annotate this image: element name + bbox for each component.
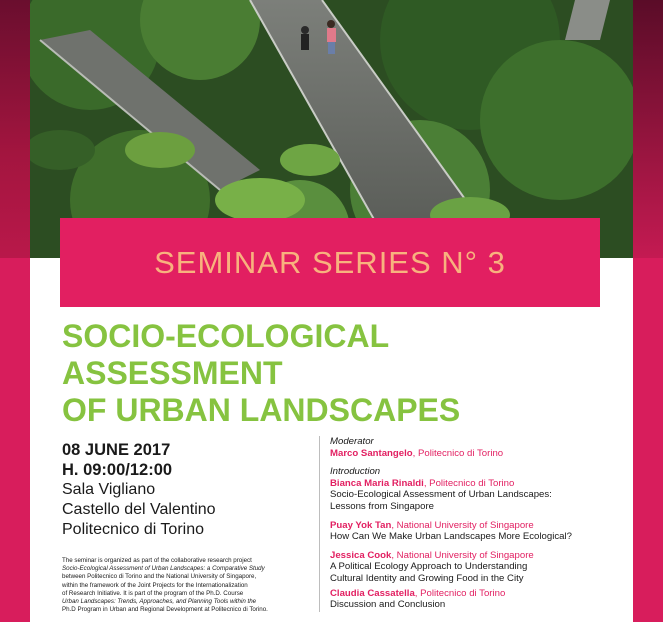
speaker-1-affiliation: , Politecnico di Torino xyxy=(423,477,515,489)
speaker-2-affiliation: , National University of Singapore xyxy=(391,519,534,531)
talk-4-block xyxy=(330,588,635,611)
moderator-name: Marco Santangelo xyxy=(330,447,413,459)
note-line: within the framework of the Joint Projects for the Internationalization xyxy=(62,581,248,589)
venue-room: Sala Vigliano xyxy=(62,481,156,498)
speaker-2-name: Puay Yok Tan xyxy=(330,519,392,531)
talk-3-block xyxy=(330,550,635,585)
speaker-3 xyxy=(330,550,635,562)
event-time: H. 09:00/12:00 xyxy=(62,461,173,479)
note-line: between Politecnico di Torino and the National University of Singapore, xyxy=(62,573,257,581)
title-line-2: ASSESSMENT xyxy=(62,355,283,391)
seminar-series-banner xyxy=(60,218,600,307)
right-foliage-strip xyxy=(633,0,663,258)
speaker-4-affiliation: , Politecnico di Torino xyxy=(414,587,506,599)
talk-3-title: A Political Ecology Approach to Understanding xyxy=(330,561,528,573)
banner-title: SEMINAR SERIES N° 3 xyxy=(154,244,506,280)
talk-1-title-cont: Lessons from Singapore xyxy=(330,500,434,512)
note-line: of Research Initiative. It is part of the program of the Ph.D. Course xyxy=(62,589,244,597)
moderator-label: Moderator xyxy=(330,436,374,447)
note-line: Urban Landscapes: Trends, Approaches, and Planning Tools within the xyxy=(62,598,257,606)
speaker-4 xyxy=(330,588,635,600)
moderator-speaker xyxy=(330,448,635,460)
event-info xyxy=(62,440,322,540)
title-line-1: SOCIO-ECOLOGICAL xyxy=(62,318,390,354)
talk-3-title-cont: Cultural Identity and Growing Food in the City xyxy=(330,572,524,584)
note-line: The seminar is organized as part of the collaborative research project xyxy=(62,557,252,564)
intro-block xyxy=(330,466,635,512)
speaker-4-name: Claudia Cassatella xyxy=(330,587,415,599)
speaker-1 xyxy=(330,478,635,490)
note-line: Socio-Ecological Assessment of Urban Landscapes: a Comparative Study xyxy=(62,565,265,573)
speaker-1-name: Bianca Maria Rinaldi xyxy=(330,477,424,489)
seminar-note xyxy=(62,557,312,614)
column-divider xyxy=(319,436,320,612)
moderator-affiliation: , Politecnico di Torino xyxy=(412,447,504,459)
left-foliage-strip xyxy=(0,0,30,258)
speaker-3-affiliation: , National University of Singapore xyxy=(391,549,534,561)
talk-2-title: How Can We Make Urban Landscapes More Ecological? xyxy=(330,531,572,543)
talk-1-title: Socio-Ecological Assessment of Urban Landscapes: xyxy=(330,489,552,501)
intro-label: Introduction xyxy=(330,466,381,478)
talk-2-block xyxy=(330,520,635,543)
moderator-block xyxy=(330,436,635,459)
event-date: 08 JUNE 2017 xyxy=(62,441,171,459)
speaker-3-name: Jessica Cook xyxy=(330,549,392,561)
talk-4-title: Discussion and Conclusion xyxy=(330,599,446,611)
venue-building: Castello del Valentino xyxy=(62,501,216,518)
program-list xyxy=(330,436,635,614)
seminar-title xyxy=(62,318,602,429)
venue-institution: Politecnico di Torino xyxy=(62,521,205,538)
title-line-3: OF URBAN LANDSCAPES xyxy=(62,392,461,428)
speaker-2 xyxy=(330,520,635,532)
note-line: Ph.D Program in Urban and Regional Development at Politecnico di Torino. xyxy=(62,606,268,614)
